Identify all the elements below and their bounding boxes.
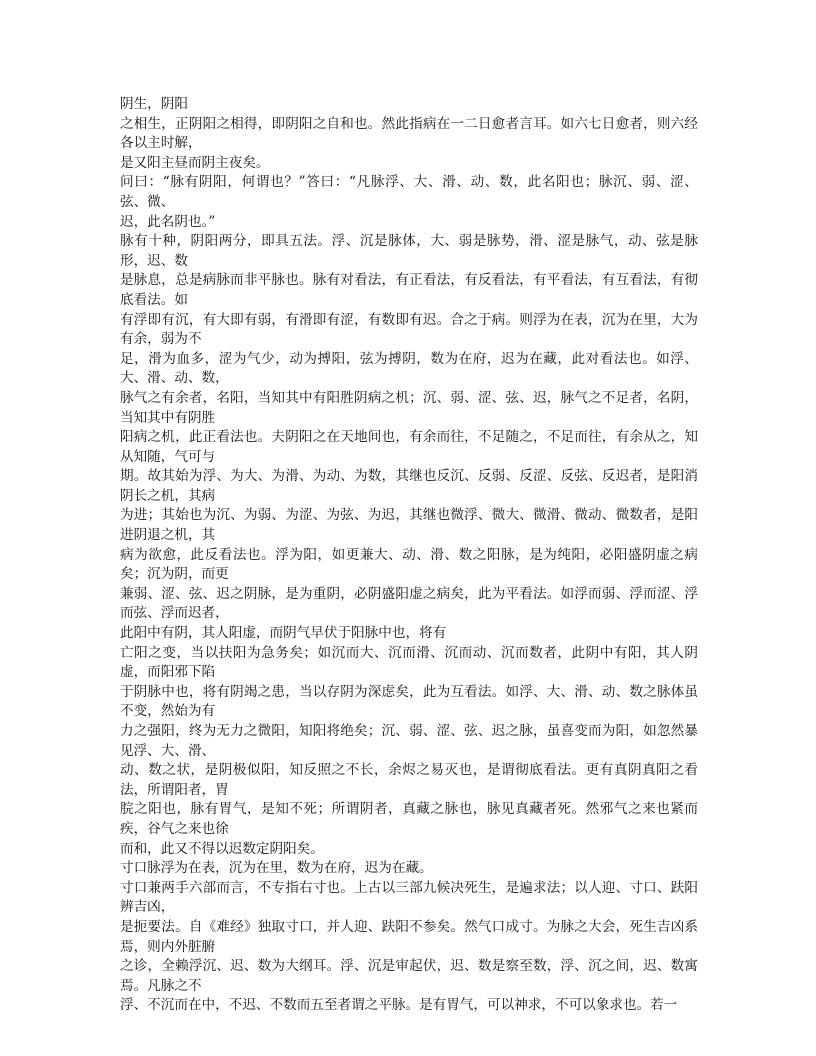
- text-line: 迟，此名阴也。”: [120, 213, 216, 230]
- text-line: 问曰：“脉有阴阳，何谓也？”答曰：“凡脉浮、大、滑、动、数，此名阳也；脉沉、弱、涩、弦、微、: [120, 174, 698, 210]
- text-line: 而和，此又不得以迟数定阴阳矣。: [120, 840, 324, 857]
- text-line: 寸口脉浮为在表，沉为在里，数为在府，迟为在藏。: [120, 860, 433, 877]
- text-line: 于阴脉中也，将有阴竭之患，当以存阴为深虑矣，此为互看法。如浮、大、滑、动、数之脉体虽不变，然始为有: [120, 683, 698, 720]
- document-page: [120, 95, 698, 1016]
- text-line: 期。故其始为浮、为大、为滑、为动、为数，其继也反沉、反弱、反涩、反弦、反迟者，是阳消阴长之机，其病: [120, 468, 698, 504]
- text-line: 为进；其始也为沉、为弱、为涩、为弦、为迟，其继也微浮、微大、微滑、微动、微数者，是阳进阴退之机，其: [120, 507, 698, 544]
- text-line: 脉气之有余者，名阳，当知其中有阳胜阴病之机；沉、弱、涩、弦、迟，脉气之不足者，名阴，当知其中有阴胜: [120, 389, 698, 426]
- text-line: 力之强阳，终为无力之微阳，知阳将绝矣；沉、弱、涩、弦、迟之脉，虽喜变而为阳，如忽然暴见浮、大、滑、: [120, 723, 698, 759]
- text-line: 亡阳之变，当以扶阳为急务矣；如沉而大、沉而滑、沉而动、沉而数者，此阴中有阳，其人阴虚，而阳邪下陷: [120, 644, 698, 681]
- text-line: 寸口兼两手六部而言，不专指右寸也。上古以三部九候决死生，是遍求法；以人迎、寸口、趺阳辨吉凶，: [120, 879, 698, 916]
- text-line: 之诊，全赖浮沉、迟、数为大纲耳。浮、沉是审起伏，迟、数是察至数，浮、沉之间，迟、数寓焉。凡脉之不: [120, 958, 698, 994]
- text-line: 脘之阳也，脉有胃气，是知不死；所谓阴者，真藏之脉也，脉见真藏者死。然邪气之来也紧而疾，谷气之来也徐: [120, 801, 698, 837]
- text-line: 阴生，阴阳: [120, 96, 188, 112]
- text-line: 是脉息，总是病脉而非平脉也。脉有对看法，有正看法，有反看法，有平看法，有互看法，有彻底看法。如: [120, 272, 698, 308]
- text-line: 动、数之状，是阴极似阳，知反照之不长，余烬之易灭也，是谓彻底看法。更有真阴真阳之看法，所谓阳者，胃: [120, 762, 698, 798]
- text-line: 阳病之机，此正看法也。夫阴阳之在天地间也，有余而往，不足随之，不足而往，有余从之，知从知随，气可与: [120, 429, 698, 465]
- text-line: 是扼要法。自《难经》独取寸口，并人迎、趺阳不参矣。然气口成寸。为脉之大会，死生吉凶系焉，则内外脏腑: [120, 918, 698, 955]
- text-line: 脉有十种，阴阳两分，即具五法。浮、沉是脉体，大、弱是脉势，滑、涩是脉气，动、弦是脉形，迟、数: [120, 233, 698, 269]
- text-line: 浮、不沉而在中，不迟、不数而五至者谓之平脉。是有胃气，可以神求，不可以象求也。若一: [120, 997, 678, 1014]
- text-line: 足，滑为血多，涩为气少，动为搏阳，弦为搏阴，数为在府，迟为在藏，此对看法也。如浮、大、滑、动、数，: [120, 350, 698, 387]
- text-line: 兼弱、涩、弦、迟之阴脉，是为重阴，必阴盛阳虚之病矣，此为平看法。如浮而弱、浮而涩、浮而弦、浮而迟者，: [120, 585, 698, 622]
- text-line: 病为欲愈，此反看法也。浮为阳，如更兼大、动、滑、数之阳脉，是为纯阳，必阳盛阴虚之病矣；沉为阴，而更: [120, 546, 698, 583]
- text-line: 此阳中有阴，其人阳虚，而阴气早伏于阳脉中也，将有: [120, 625, 447, 642]
- text-line: 有浮即有沉，有大即有弱，有滑即有涩，有数即有迟。合之于病。则浮为在表，沉为在里，大为有余，弱为不: [120, 311, 698, 348]
- text-line: 之相生，正阴阳之相得，即阴阳之自和也。然此指病在一二日愈者言耳。如六七日愈者，则六经各以主时解，: [120, 115, 698, 152]
- text-line: 是又阳主昼而阴主夜矣。: [120, 154, 270, 171]
